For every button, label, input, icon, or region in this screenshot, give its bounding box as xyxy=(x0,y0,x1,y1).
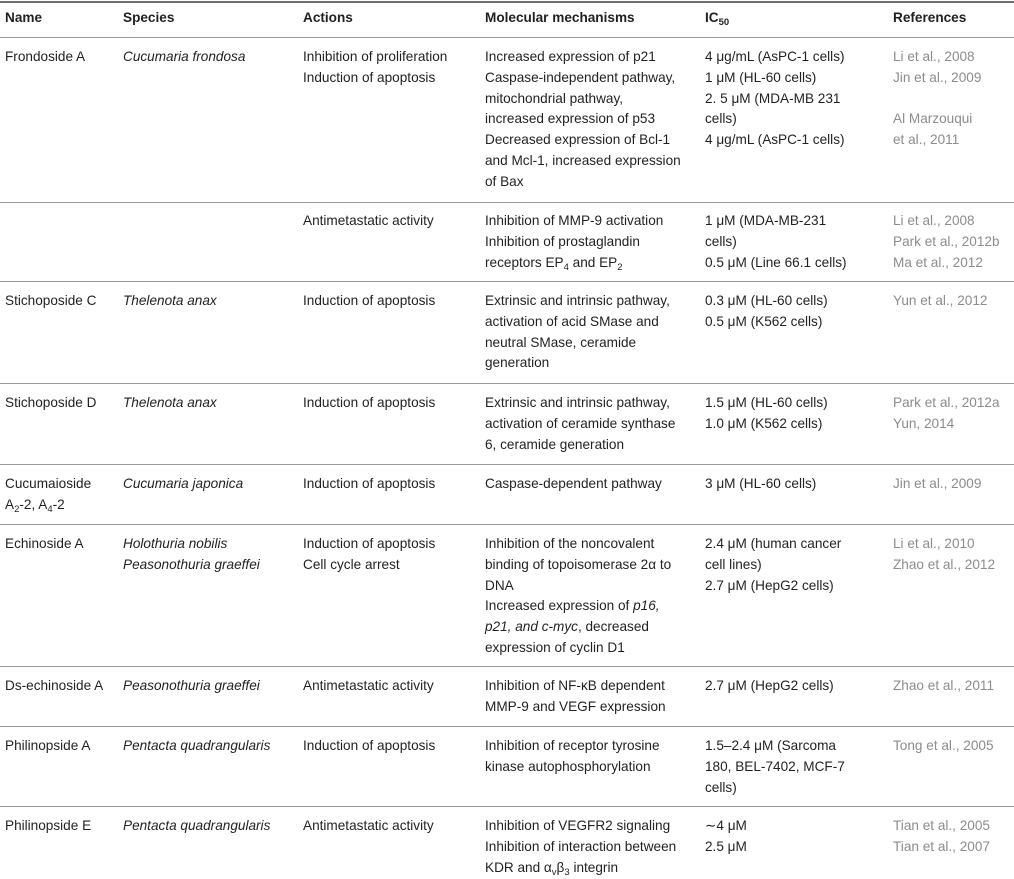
cell-actions: Antimetastatic activity xyxy=(303,818,434,833)
reference-link[interactable]: Tian et al., 2005 xyxy=(893,818,990,833)
cell-ic50: 0.3 μM (HL-60 cells) 0.5 μM (K562 cells) xyxy=(705,293,828,329)
reference-link[interactable]: Yun et al., 2012 xyxy=(893,293,988,308)
cell-ic50: ∼4 μM 2.5 μM xyxy=(705,818,747,854)
cell-references xyxy=(893,291,1011,312)
table-header-row xyxy=(0,0,1014,38)
cell-actions: Antimetastatic activity xyxy=(303,213,434,228)
cell-mechanisms: Inhibition of NF-κB dependent MMP-9 and VEGF expression xyxy=(485,678,666,714)
cell-mechanisms: Inhibition of the noncovalent binding of topoisomerase 2α to DNA Increased expression of p16, p21, and c-myc, decreased expression of cyclin D1 xyxy=(485,536,672,655)
row-rule xyxy=(0,726,1014,727)
cell-actions: Induction of apoptosis xyxy=(303,738,436,753)
reference-link[interactable]: Park et al., 2012b xyxy=(893,233,1000,249)
cell-name: Stichoposide D xyxy=(5,395,97,410)
cell-ic50: 1.5–2.4 μM (Sarcoma 180, BEL-7402, MCF-7 cells) xyxy=(705,738,845,795)
row-rule xyxy=(0,464,1014,465)
cell-references xyxy=(893,474,1011,495)
header-rule xyxy=(0,37,1014,38)
reference-link[interactable]: Jin et al., 2009 xyxy=(893,69,982,85)
cell-references xyxy=(893,393,1011,435)
cell-references xyxy=(893,534,1011,576)
cell-name: Stichoposide C xyxy=(5,293,97,308)
reference-link[interactable]: Al Marzouqui xyxy=(893,111,973,127)
reference-link[interactable]: Park et al., 2012a xyxy=(893,395,1000,410)
reference-link[interactable]: Jin et al., 2009 xyxy=(893,476,982,491)
row-rule xyxy=(0,202,1014,203)
row-rule xyxy=(0,524,1014,525)
reference-link[interactable]: et al., 2011 xyxy=(893,132,960,148)
cell-actions: Induction of apoptosis xyxy=(303,395,436,410)
cell-actions: Induction of apoptosis xyxy=(303,476,436,491)
cell-mechanisms: Inhibition of VEGFR2 signaling Inhibition of interaction between KDR and $\alpha_v\beta_3$ integrin xyxy=(485,818,677,878)
header-species: Species xyxy=(123,10,175,25)
cell-species: Peasonothuria graeffei xyxy=(123,678,260,693)
reference-link[interactable]: Li et al., 2010 xyxy=(893,536,975,551)
cell-references xyxy=(893,676,1011,697)
reference-link[interactable]: Tong et al., 2005 xyxy=(893,738,994,753)
reference-link[interactable]: Yun, 2014 xyxy=(893,415,955,431)
cell-mechanisms: Inhibition of MMP-9 activation Inhibition of prostaglandin receptors $EP_4$ and $EP_2$ xyxy=(485,213,664,273)
reference-link[interactable]: Tian et al., 2007 xyxy=(893,838,990,854)
row-rule xyxy=(0,666,1014,667)
cell-species: Thelenota anax xyxy=(123,395,217,410)
cell-mechanisms: Inhibition of receptor tyrosine kinase autophosphorylation xyxy=(485,738,660,774)
cell-actions: Induction of apoptosis xyxy=(303,293,436,308)
cell-ic50: 3 μM (HL-60 cells) xyxy=(705,476,817,491)
reference-link[interactable]: Zhao et al., 2012 xyxy=(893,556,996,572)
header-ic50: $IC_{50}$ xyxy=(705,10,730,28)
cell-ic50: 4 μg/mL (AsPC-1 cells) 1 μM (HL-60 cells) 2. 5 μM (MDA-MB 231 cells) 4 μg/mL (AsPC-1 cells) xyxy=(705,49,845,148)
cell-mechanisms: Increased expression of p21 Caspase-independent pathway, mitochondrial pathway, increased expression of p53 Decreased expression of Bcl-1 and Mcl-1, increased expression of Bax xyxy=(485,49,681,189)
cell-species: Holothuria nobilis Peasonothuria graeffei xyxy=(123,536,260,572)
cell-ic50: 2.7 μM (HepG2 cells) xyxy=(705,678,834,693)
row-rule xyxy=(0,806,1014,807)
cell-references xyxy=(893,736,1011,757)
cell-ic50: 2.4 μM (human cancer cell lines) 2.7 μM (HepG2 cells) xyxy=(705,536,842,593)
reference-link[interactable]: Zhao et al., 2011 xyxy=(893,678,995,693)
cell-species: Pentacta quadrangularis xyxy=(123,738,271,753)
cell-name: Philinopside A xyxy=(5,738,91,753)
reference-link[interactable]: Li et al., 2008 xyxy=(893,213,975,228)
reference-link[interactable]: Li et al., 2008 xyxy=(893,49,975,64)
cell-name: Ds-echinoside A xyxy=(5,678,104,693)
cell-species: Cucumaria frondosa xyxy=(123,49,246,64)
cell-actions: Inhibition of proliferation Induction of apoptosis xyxy=(303,49,448,85)
cell-references xyxy=(893,47,1011,151)
header-name: Name xyxy=(5,10,43,25)
row-rule xyxy=(0,281,1014,282)
cell-actions: Antimetastatic activity xyxy=(303,678,434,693)
header-actions: Actions xyxy=(303,10,353,25)
cell-ic50: 1.5 μM (HL-60 cells) 1.0 μM (K562 cells) xyxy=(705,395,828,431)
cell-actions: Induction of apoptosis Cell cycle arrest xyxy=(303,536,436,572)
cell-species: Pentacta quadrangularis xyxy=(123,818,271,833)
cell-ic50: 1 μM (MDA-MB-231 cells) 0.5 μM (Line 66.1 cells) xyxy=(705,213,847,270)
row-rule xyxy=(0,383,1014,384)
cell-mechanisms: Extrinsic and intrinsic pathway, activation of ceramide synthase 6, ceramide generation xyxy=(485,395,676,452)
cell-name: Cucumaioside $A_2-2$, $A_4-2$ xyxy=(5,476,92,515)
cell-species: Cucumaria japonica xyxy=(123,476,244,491)
cell-name: Frondoside A xyxy=(5,49,86,64)
cell-mechanisms: Caspase-dependent pathway xyxy=(485,476,662,491)
cell-name: Echinoside A xyxy=(5,536,84,551)
header-references: References xyxy=(893,10,967,25)
header-mechanisms: Molecular mechanisms xyxy=(485,10,635,25)
cell-name: Philinopside E xyxy=(5,818,92,833)
reference-link[interactable]: Ma et al., 2012 xyxy=(893,254,983,270)
cell-references xyxy=(893,211,1011,273)
cell-mechanisms: Extrinsic and intrinsic pathway, activation of acid SMase and neutral SMase, ceramide generation xyxy=(485,293,670,371)
cell-references xyxy=(893,816,1011,858)
cell-species: Thelenota anax xyxy=(123,293,217,308)
